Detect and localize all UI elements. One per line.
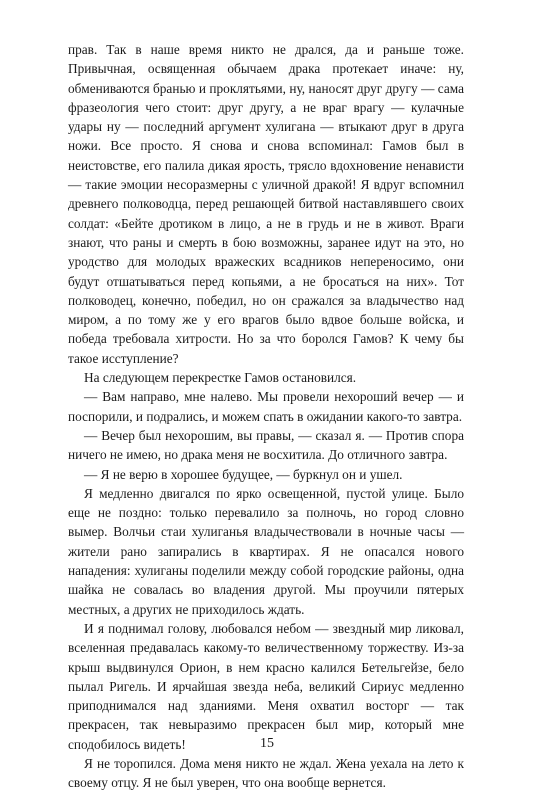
paragraph: прав. Так в наше время никто не дрался, да и раньше тоже. Привычная, освященная обычаем драка протекает иначе: ну, обмениваются бранью и проклятьями, ну, наносят друг другу — сама фразеология чего стоит: друг другу, а не враг врагу — кулачные удары ну — последний аргумент хулигана — втыкают друг в друга ножи. Все просто. Я снова и снова вспоминал: Гамов был в неистовстве, его палила дикая ярость, трясло вдохновение ненависти — такие эмоции несоразмерны с уличной дракой! Я вдруг вспомнил древнего полководца, перед решающей битвой наставлявшего своих солдат: «Бейте дротиком в лицо, а не в грудь и не в живот. Враги знают, что раны и смерть в бою возможны, заранее идут на это, но уродство для молодых вражеских всадников непереносимо, они будут отшатываться перед копьями, а не бросаться на них». Тот полководец, конечно, победил, но он сражался за владычество над миром, а по тому же у его врагов было вдвое больше войска, и победа требовала хитрости. Но за что боролся Гамов? К чему бы такое исступление?	[68, 42, 464, 366]
paragraph: Я не торопился. Дома меня никто не ждал. Жена уехала на лето к своему отцу. Я не был уверен, что она вообще вернется.	[68, 755, 464, 791]
paragraph: Я медленно двигался по ярко освещенной, пустой улице. Было еще не поздно: только перевалило за полночь, но город словно вымер. Волчьи стаи хулиганья владычествовали в ночные часы — жители рано запирались в квартирах. Я не опасался нового нападения: хулиганы поделили между собой городские районы, одна шайка не совалась во владения другой. Мы проучили пятерых местных, а других не приходилось ждать.	[68, 485, 464, 617]
paragraph: И я поднимал голову, любовался небом — звездный мир ликовал, вселенная предавалась какому-то величественному торжеству. Из-за крыш выдвинулся Орион, в нем красно калился Бетельгейзе, бело пылал Ригель. И ярчайшая звезда неба, великий Сириус медленно приподнимался над зданиями. Меня охватил восторг — так прекрасен, так невыразимо прекрасен был мир, который мне сподобилось видеть!	[68, 620, 464, 752]
paragraph: — Вам направо, мне налево. Мы провели нехороший вечер — и поспорили, и подрались, и можем спать в ожидании какого-то завтра.	[68, 389, 464, 424]
paragraph: — Я не верю в хорошее будущее, — буркнул он и ушел.	[84, 466, 403, 482]
paragraph: — Вечер был нехорошим, вы правы, — сказал я. — Против спора ничего не имею, но драка меня не восхитила. До отличного завтра.	[68, 427, 464, 463]
page-body-text	[68, 40, 464, 793]
page-number: 15	[260, 736, 274, 751]
paragraph: На следующем перекрестке Гамов остановился.	[84, 370, 357, 386]
